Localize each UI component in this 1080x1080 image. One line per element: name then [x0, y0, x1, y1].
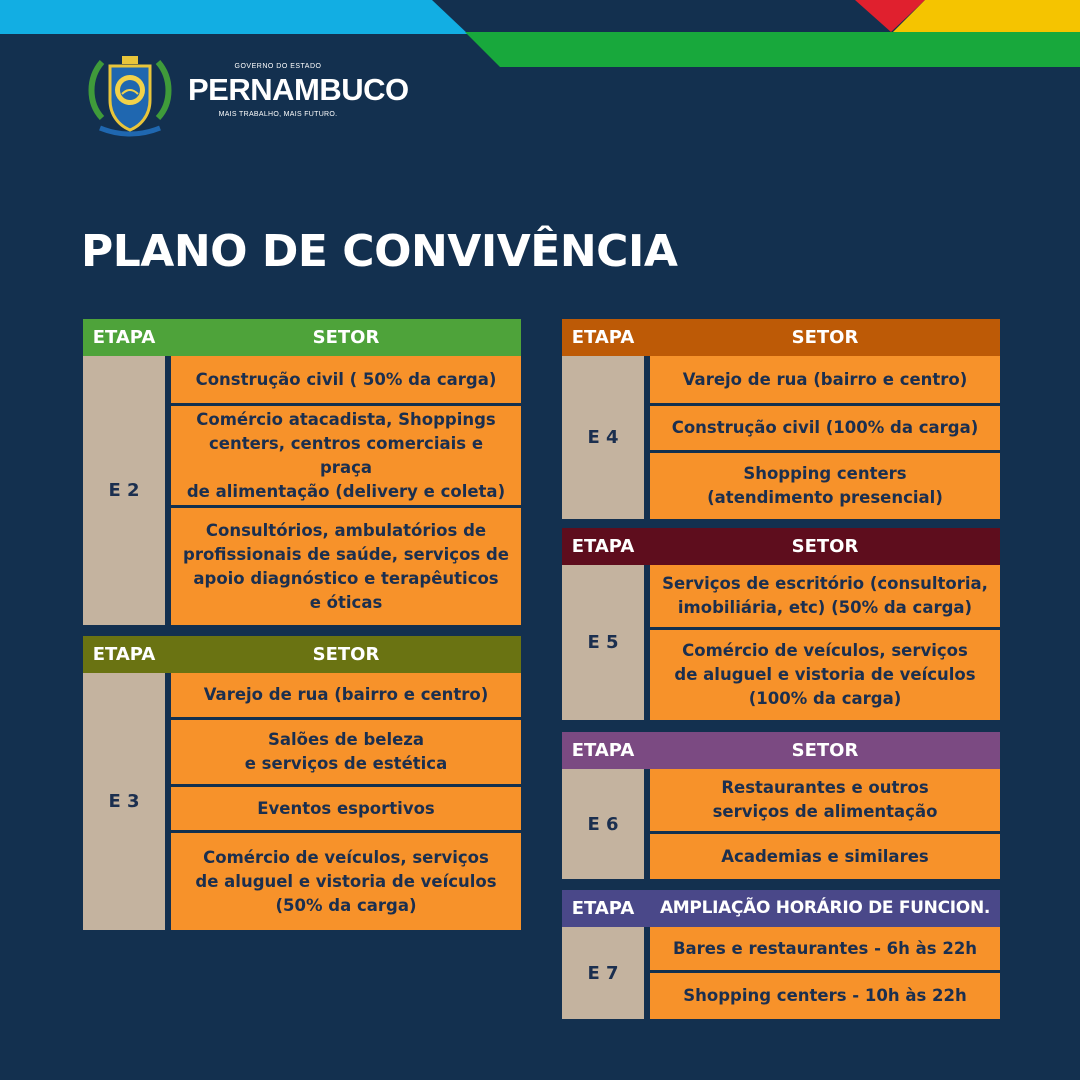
sector-cell: Academias e similares [650, 834, 1000, 879]
state-crest-icon [84, 48, 176, 140]
page-title: PLANO DE CONVIVÊNCIA [81, 226, 678, 277]
setor-header: SETOR [791, 327, 859, 348]
sector-cell: Eventos esportivos [171, 787, 521, 830]
stage-label: E 5 [562, 565, 644, 720]
table-header [562, 890, 1000, 927]
top-stripe-green [465, 32, 1080, 67]
top-stripe-yellow [893, 0, 1080, 32]
sector-cell: Salões de beleza e serviços de estética [171, 720, 521, 784]
setor-header: AMPLIAÇÃO HORÁRIO DE FUNCION. [659, 898, 991, 918]
stage-label: E 4 [562, 356, 644, 519]
etapa-header: ETAPA [571, 536, 635, 557]
stage-label: E 6 [562, 769, 644, 879]
etapa-header: ETAPA [571, 740, 635, 761]
stage-label: E 2 [83, 356, 165, 625]
sector-cell: Shopping centers - 10h às 22h [650, 973, 1000, 1019]
etapa-header: ETAPA [92, 644, 156, 665]
logo-slogan: MAIS TRABALHO, MAIS FUTURO. [218, 111, 338, 118]
setor-header: SETOR [312, 327, 380, 348]
sector-cell: Varejo de rua (bairro e centro) [171, 673, 521, 717]
etapa-header: ETAPA [571, 898, 635, 919]
stage-label: E 3 [83, 673, 165, 930]
setor-header: SETOR [312, 644, 380, 665]
table-header [83, 636, 521, 673]
logo-subtitle: GOVERNO DO ESTADO [234, 63, 322, 70]
table-header [562, 732, 1000, 769]
sector-cell: Restaurantes e outros serviços de alimentação [650, 769, 1000, 831]
sector-cell: Comércio de veículos, serviços de aluguel e vistoria de veículos (100% da carga) [650, 630, 1000, 720]
setor-header: SETOR [791, 536, 859, 557]
sector-cell: Serviços de escritório (consultoria, imobiliária, etc) (50% da carga) [650, 565, 1000, 627]
table-header [562, 319, 1000, 356]
sector-cell: Construção civil (100% da carga) [650, 406, 1000, 450]
sector-cell: Comércio atacadista, Shoppings centers, centros comerciais e praça de alimentação (delivery e coleta) [171, 406, 521, 505]
sector-cell: Shopping centers (atendimento presencial) [650, 453, 1000, 519]
setor-header: SETOR [791, 740, 859, 761]
top-stripe-blue [0, 0, 500, 34]
table-header [83, 319, 521, 356]
pernambuco-logo [84, 48, 409, 140]
table-header [562, 528, 1000, 565]
etapa-header: ETAPA [92, 327, 156, 348]
sector-cell: Consultórios, ambulatórios de profissionais de saúde, serviços de apoio diagnóstico e terapêuticos e óticas [171, 508, 521, 625]
sector-cell: Bares e restaurantes - 6h às 22h [650, 927, 1000, 970]
sector-cell: Comércio de veículos, serviços de aluguel e vistoria de veículos (50% da carga) [171, 833, 521, 930]
sector-cell: Construção civil ( 50% da carga) [171, 356, 521, 403]
sector-cell: Varejo de rua (bairro e centro) [650, 356, 1000, 403]
logo-name: PERNAMBUCO [188, 72, 409, 107]
stage-label: E 7 [562, 927, 644, 1019]
etapa-header: ETAPA [571, 327, 635, 348]
